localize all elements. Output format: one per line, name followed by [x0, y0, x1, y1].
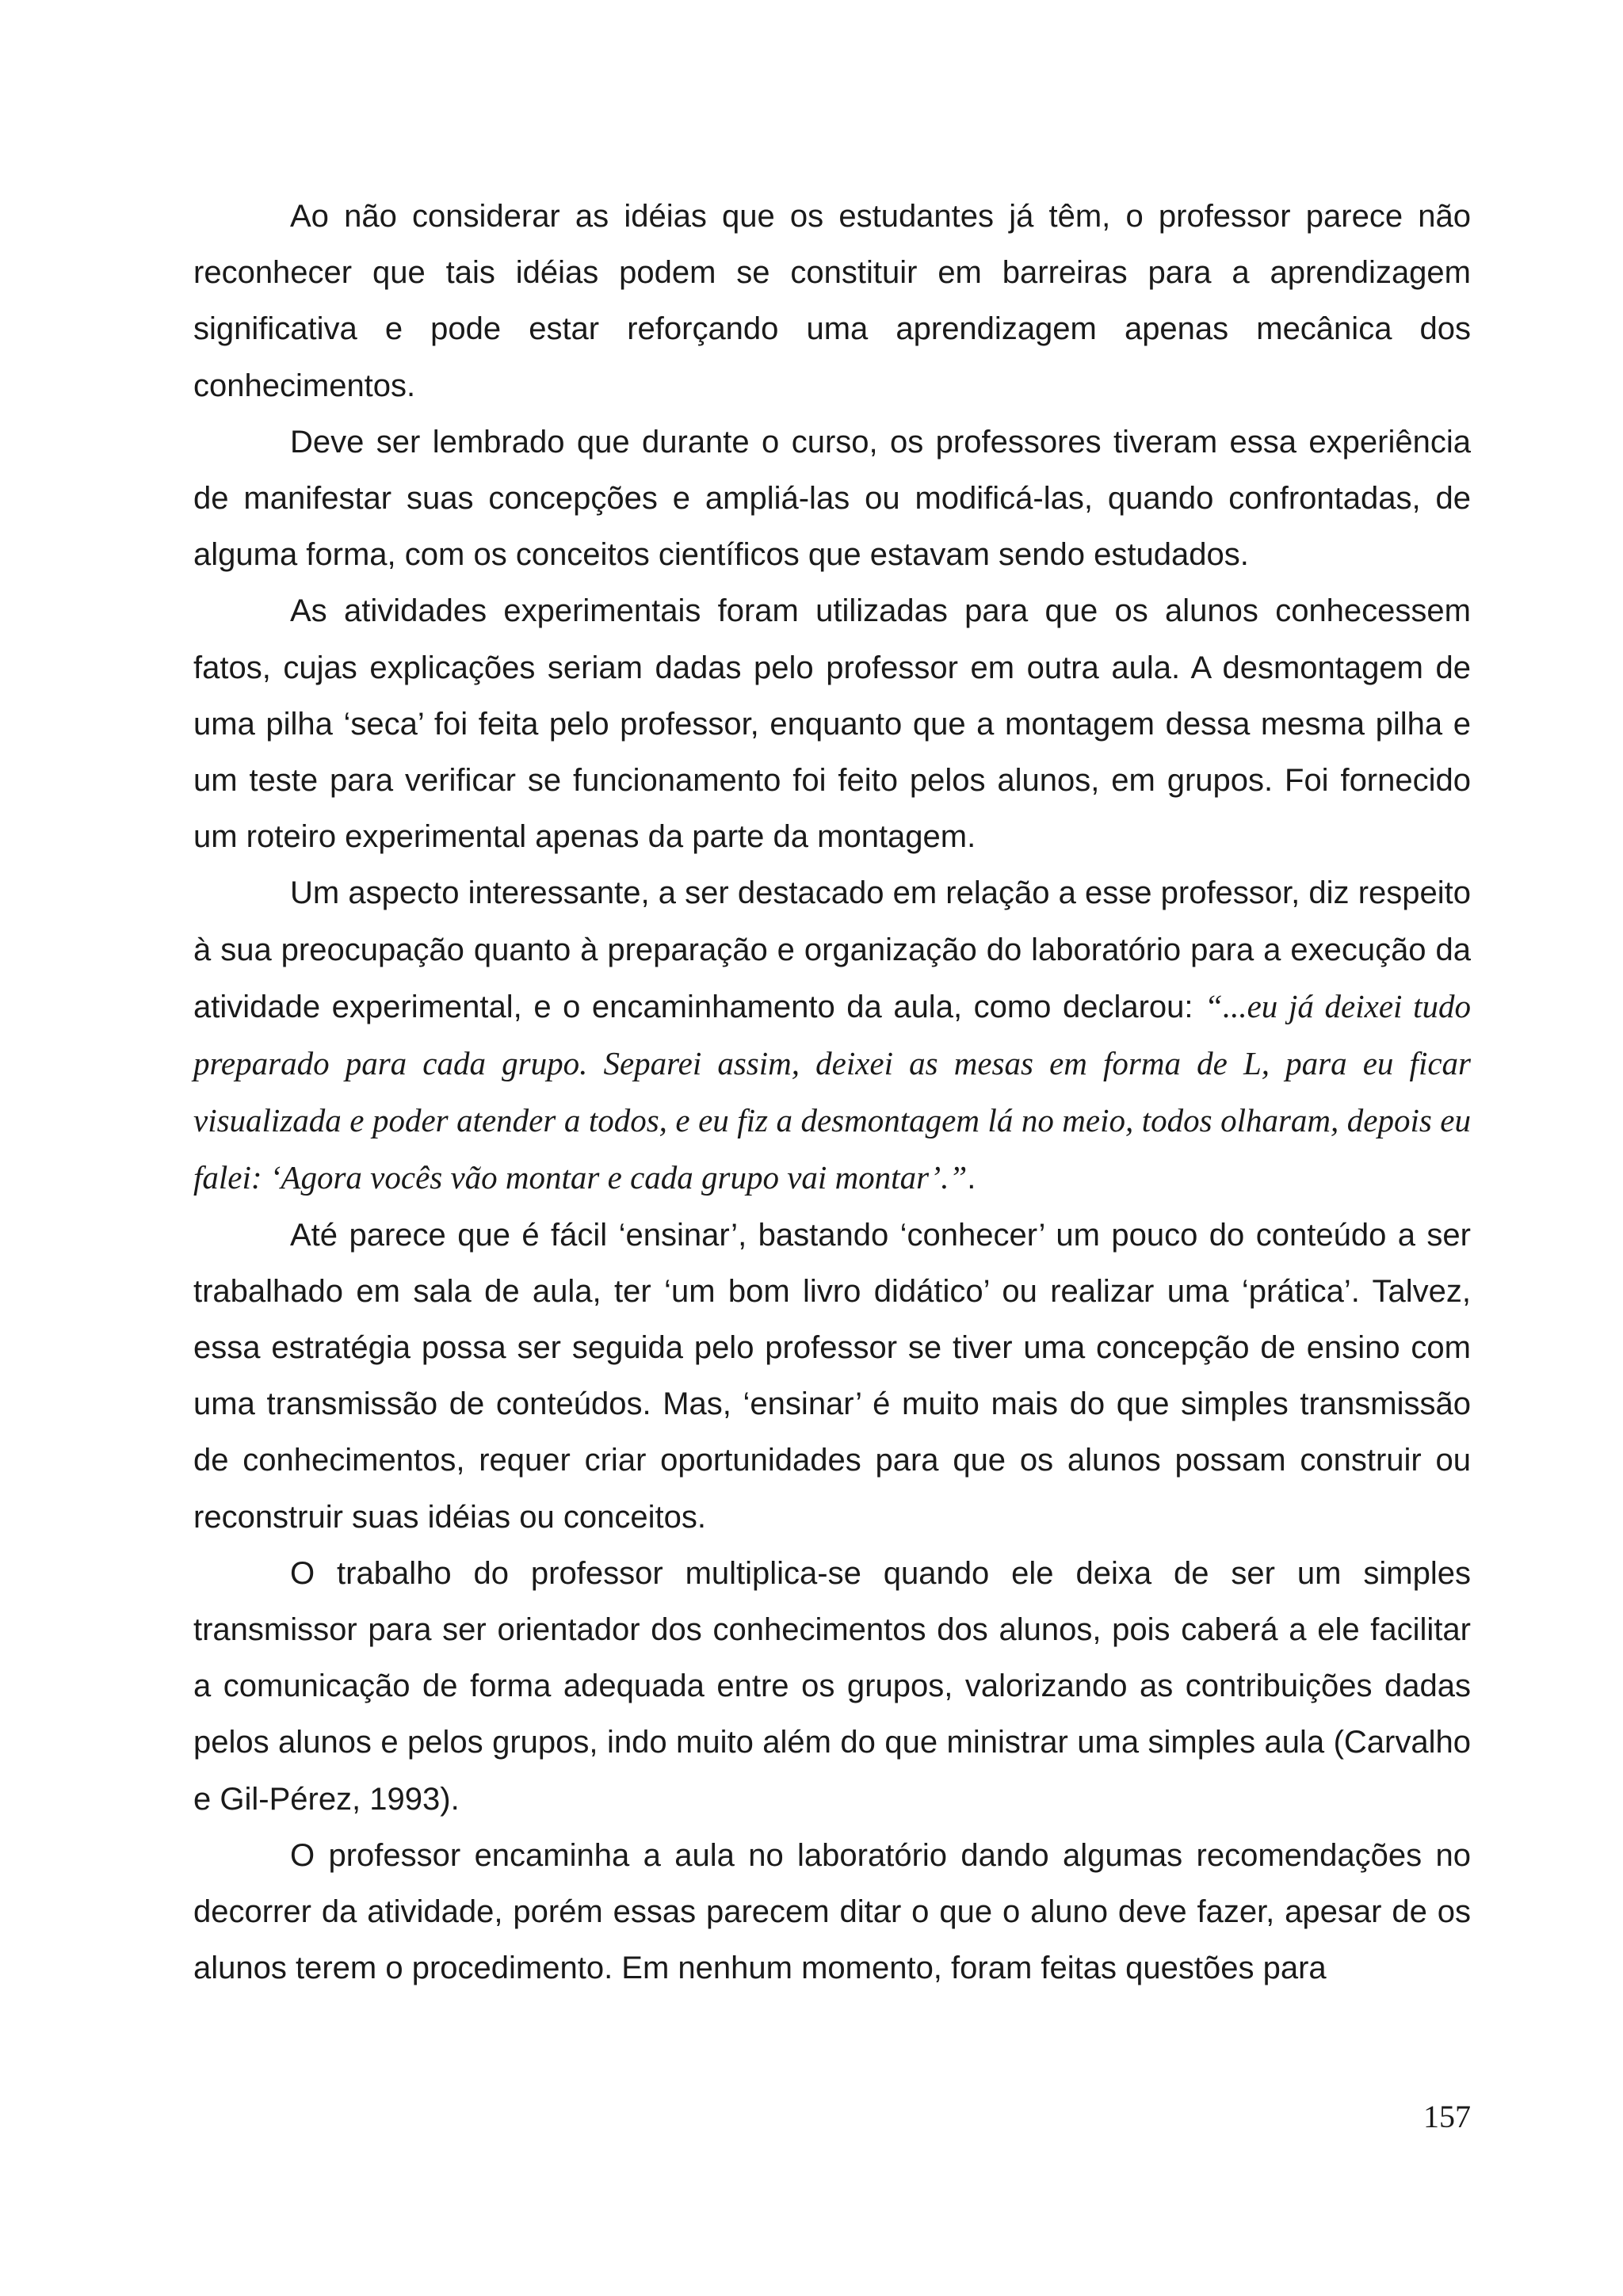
paragraph-lead-text: Um aspecto interessante, a ser destacado em relação a esse professor, diz respeito à sua preocupação quanto à preparação e organização do laboratório para a execução da atividade experimental, e o encaminhamento da aula, como declarou:: [193, 875, 1471, 1024]
paragraph-lab-recommendations: O professor encaminha a aula no laboratório dando algumas recomendações no decorrer da atividade, porém essas parecem ditar o que o aluno deve fazer, apesar de os alunos terem o procedimento. Em nenhum momento, foram feitas questões para: [193, 1837, 1471, 1986]
paragraph-teaching-concept: Até parece que é fácil ‘ensinar’, bastando ‘conhecer’ um pouco do conteúdo a ser trabalhado em sala de aula, ter ‘um bom livro didático’ ou realizar uma ‘prática’. Talvez, essa estratégia possa ser seguida pelo professor se tiver uma concepção de ensino com uma transmissão de conteúdos. Mas, ‘ensinar’ é muito mais do que simples transmissão de conhecimentos, requer criar oportunidades para que os alunos possam construir ou reconstruir suas idéias ou conceitos.: [193, 1217, 1471, 1535]
body-text: [193, 189, 1471, 1997]
paragraph-tail-text: .: [967, 1161, 976, 1196]
teacher-quote: “...eu já deixei tudo preparado para cada grupo. Separei assim, deixei as mesas em forma de L, para eu ficar visualizada e poder atender a todos, e eu fiz a desmontagem lá no meio, todos olharam, depois eu falei: ‘Agora vocês vão montar e cada grupo vai montar’.”: [193, 987, 1471, 1196]
paragraph-teacher-role: O trabalho do professor multiplica-se quando ele deixa de ser um simples transmissor para ser orientador dos conhecimentos dos alunos, pois caberá a ele facilitar a comunicação de forma adequada entre os grupos, valorizando as contribuições dadas pelos alunos e pelos grupos, indo muito além do que ministrar uma simples aula (Carvalho e Gil-Pérez, 1993).: [193, 1555, 1471, 1817]
paragraph-course-experience: Deve ser lembrado que durante o curso, os professores tiveram essa experiência de manifestar suas concepções e ampliá-las ou modificá-las, quando confrontadas, de alguma forma, com os conceitos científicos que estavam sendo estudados.: [193, 424, 1471, 573]
paragraph-experimental-activities: As atividades experimentais foram utilizadas para que os alunos conhecessem fatos, cujas explicações seriam dadas pelo professor em outra aula. A desmontagem de uma pilha ‘seca’ foi feita pelo professor, enquanto que a montagem dessa mesma pilha e um teste para verificar se funcionamento foi feito pelos alunos, em grupos. Foi fornecido um roteiro experimental apenas da parte da montagem.: [193, 593, 1471, 855]
paragraph-prior-ideas: Ao não considerar as idéias que os estudantes já têm, o professor parece não reconhecer que tais idéias podem se constituir em barreiras para a aprendizagem significativa e pode estar reforçando uma aprendizagem apenas mecânica dos conhecimentos.: [193, 199, 1471, 403]
page-number: 157: [1423, 2099, 1471, 2134]
paragraph-lab-preparation: [193, 865, 1471, 1207]
